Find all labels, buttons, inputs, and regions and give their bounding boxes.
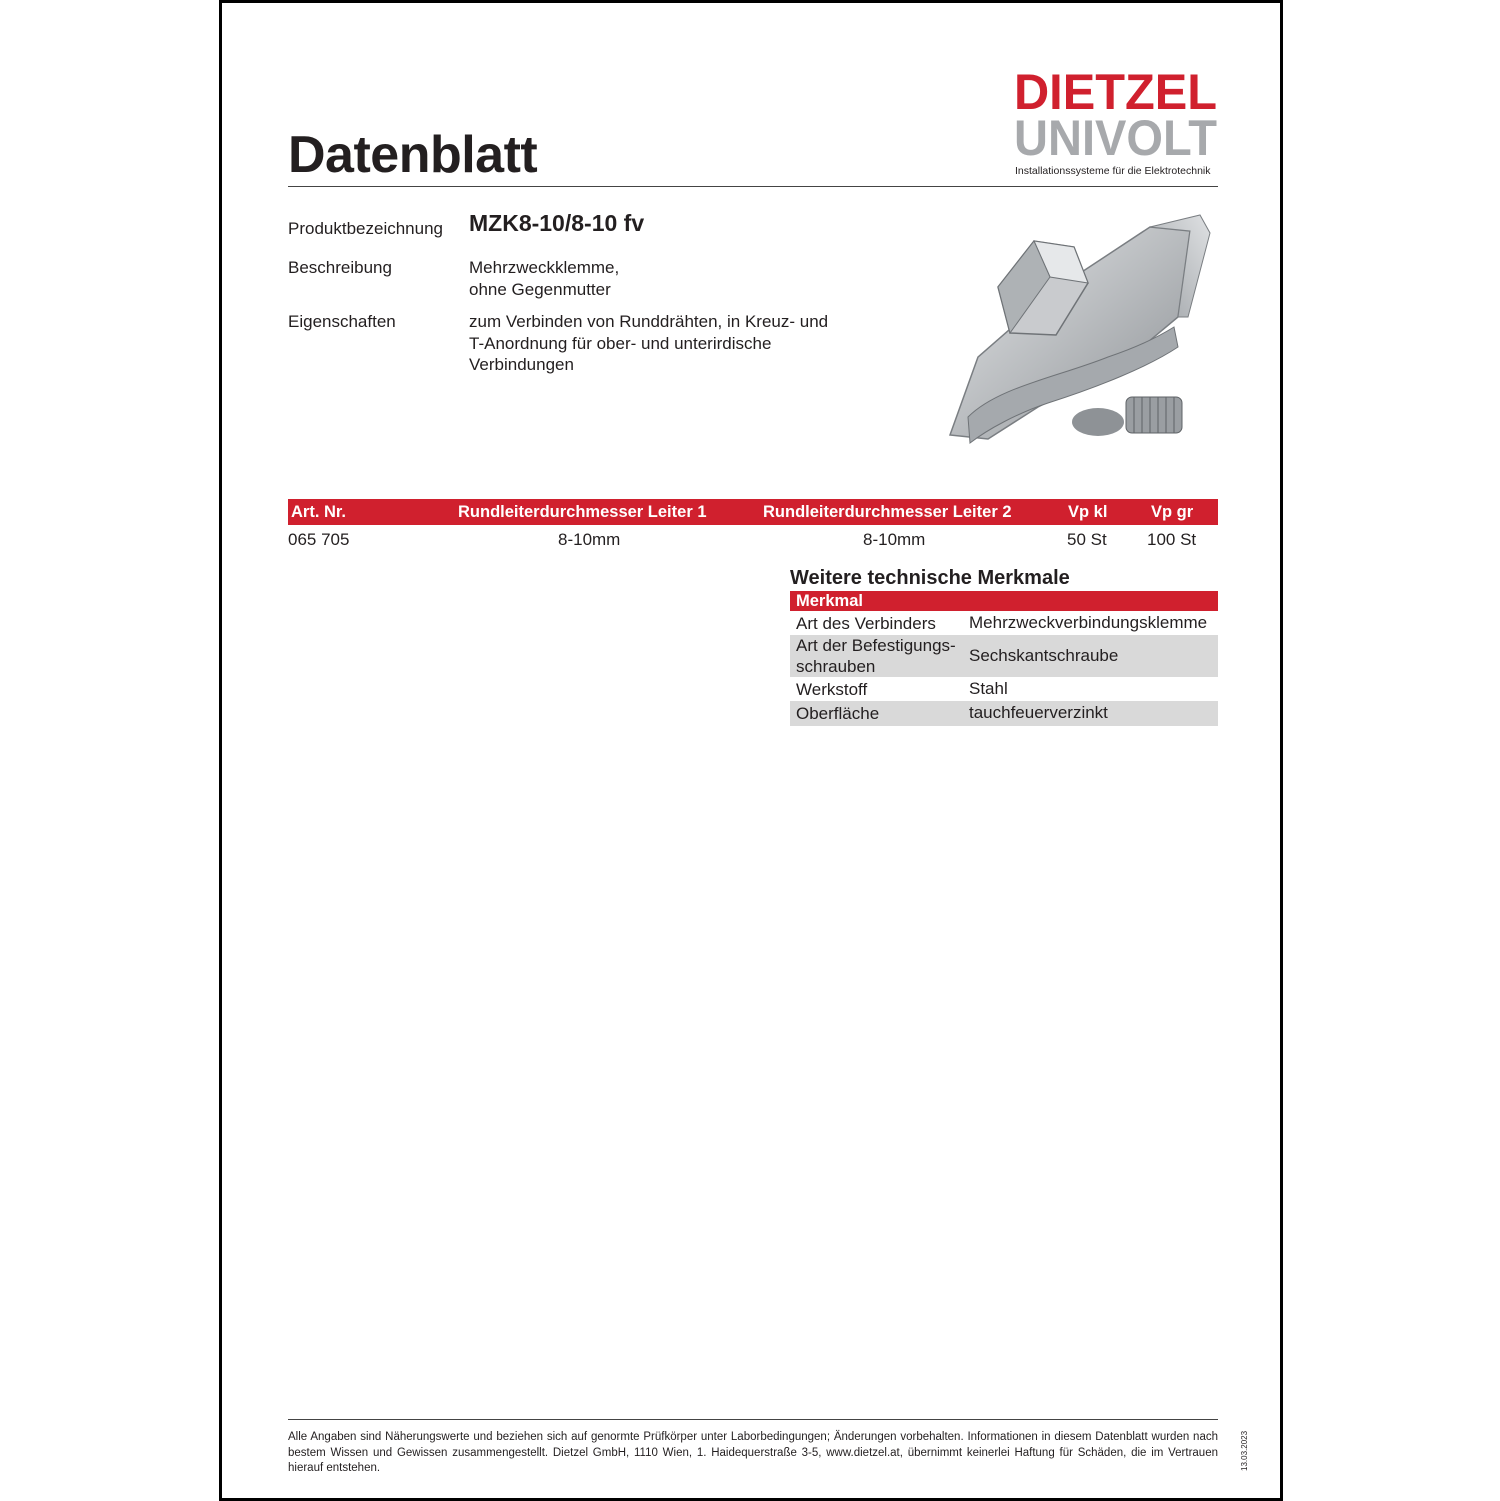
footer-divider bbox=[288, 1419, 1218, 1420]
document-date: 13.03.2023 bbox=[1240, 1430, 1249, 1471]
description-label: Beschreibung bbox=[288, 258, 392, 277]
tech-value: tauchfeuerverzinkt bbox=[969, 703, 1108, 722]
col-vp-gr: Vp gr bbox=[1151, 503, 1194, 521]
properties-text bbox=[469, 311, 828, 376]
tech-key: Werkstoff bbox=[796, 680, 868, 699]
table-row bbox=[790, 611, 1218, 635]
col-vp-kl: Vp kl bbox=[1068, 503, 1108, 521]
bolt-thread bbox=[1126, 397, 1182, 433]
brand-line2: UNIVOLT bbox=[1014, 111, 1217, 161]
page-title: Datenblatt bbox=[288, 126, 538, 184]
properties-label: Eigenschaften bbox=[288, 312, 396, 331]
legal-disclaimer: Alle Angaben sind Näherungswerte und beziehen sich auf genormte Prüfkörper unter Laborbedingungen; Änderungen vorbehalten. Informationen in diesem Datenblatt wurden nach bestem Wissen und Gewissen zusammengestellt. Dietzel GmbH, 1110 Wien, 1. Haidequerstraße 3-5, www.dietzel.at, übernimmt keinerlei Haftung für Schäden, die im Vertrauen hierauf entstehen. bbox=[288, 1431, 1218, 1474]
tech-table-header bbox=[790, 591, 1218, 611]
tech-key-line: Art der Befestigungs- bbox=[796, 636, 956, 655]
description-line: Mehrzweckklemme, bbox=[469, 258, 620, 277]
col-art-nr: Art. Nr. bbox=[291, 503, 347, 521]
table-row bbox=[790, 635, 1218, 677]
description-text bbox=[469, 257, 619, 300]
properties-line: T-Anordnung für ober- und unterirdische bbox=[469, 333, 772, 353]
product-name-label: Produktbezeichnung bbox=[288, 219, 444, 238]
tech-value: Stahl bbox=[969, 679, 1008, 698]
cell-art-nr: 065 705 bbox=[288, 530, 350, 549]
tech-key: Art des Verbinders bbox=[796, 614, 936, 633]
brand-line1: DIETZEL bbox=[1014, 65, 1217, 115]
table-row bbox=[790, 701, 1218, 726]
tech-key-line: schrauben bbox=[796, 657, 876, 676]
header-divider bbox=[288, 186, 1218, 187]
tech-col-merkmal: Merkmal bbox=[796, 592, 863, 610]
col-diameter-2: Rundleiterdurchmesser Leiter 2 bbox=[763, 503, 1012, 521]
tech-value: Mehrzweckverbindungsklemme bbox=[969, 613, 1208, 632]
cell-vp-gr: 100 St bbox=[1147, 530, 1197, 549]
cell-vp-kl: 50 St bbox=[1067, 530, 1107, 549]
cell-diameter-2: 8-10mm bbox=[863, 530, 926, 549]
product-name: MZK8-10/8-10 fv bbox=[469, 210, 645, 236]
description-line: ohne Gegenmutter bbox=[469, 279, 611, 299]
brand-tagline: Installationssysteme für die Elektrotechnik bbox=[1015, 165, 1211, 177]
datasheet-page bbox=[219, 0, 1283, 1501]
table-row bbox=[790, 677, 1218, 701]
properties-line: zum Verbinden von Runddrähten, in Kreuz- und bbox=[469, 312, 829, 331]
tech-value: Sechskantschraube bbox=[969, 646, 1119, 665]
cell-diameter-1: 8-10mm bbox=[558, 530, 621, 549]
tech-key: Oberfläche bbox=[796, 704, 880, 723]
tech-features-title: Weitere technische Merkmale bbox=[790, 567, 1070, 589]
clamp-product-photo bbox=[938, 207, 1228, 477]
brand-logo-dietzel bbox=[1014, 65, 1217, 115]
tech-key bbox=[796, 635, 956, 677]
properties-line: Verbindungen bbox=[469, 355, 574, 374]
col-diameter-1: Rundleiterdurchmesser Leiter 1 bbox=[458, 503, 707, 521]
article-table-header bbox=[288, 499, 1218, 525]
brand-logo-univolt bbox=[1014, 111, 1217, 161]
